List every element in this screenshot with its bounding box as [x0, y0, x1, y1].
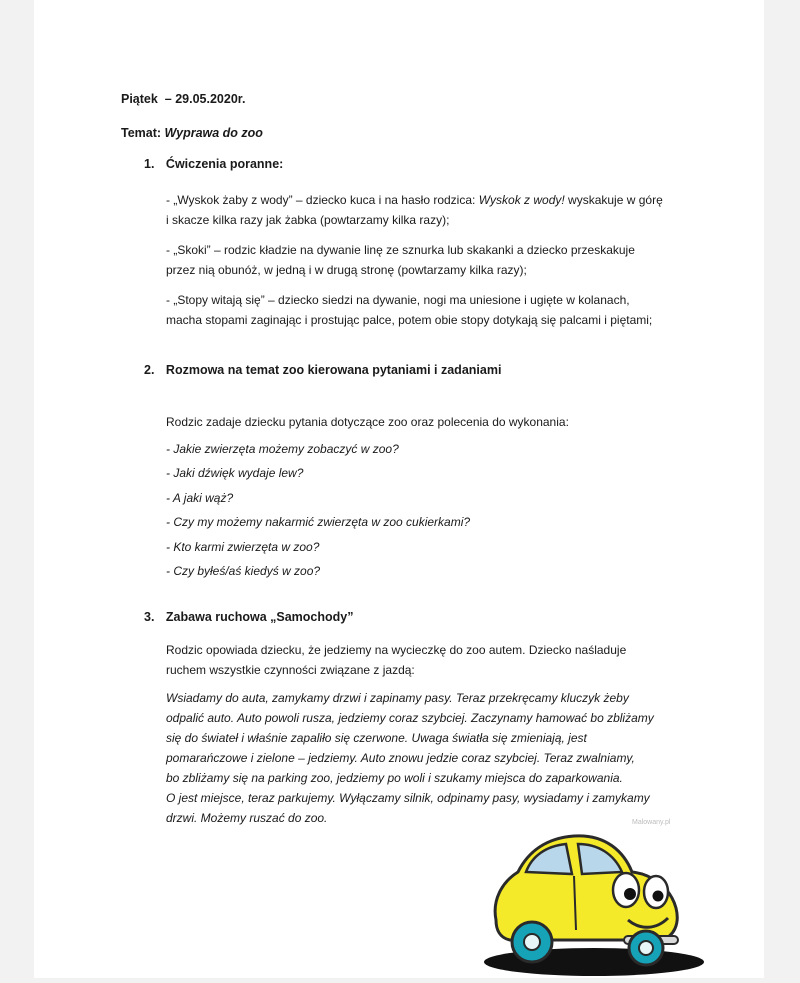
exercise-item [166, 290, 652, 330]
story-line: pomarańczowe i zielone – jedziemy. Auto znowu jedzie coraz szybciej. Teraz zwalniamy, [166, 751, 635, 765]
text-run: wyskakuje w górę [564, 193, 663, 207]
story-line: O jest miejsce, teraz parkujemy. Wyłączamy silnik, odpinamy pasy, wysiadamy i zamykamy [166, 791, 650, 805]
section-title: Zabawa ruchowa „Samochody” [165, 610, 354, 624]
story-line: odpalić auto. Auto powoli rusza, jedziemy coraz szybciej. Zaczynamy hamować bo zbliżamy [166, 711, 654, 725]
section-3-heading [144, 610, 353, 624]
story-line: się do świateł i właśnie zapaliło się czerwone. Uwaga światła się zmieniają, jest [166, 731, 587, 745]
question-item: - Czy byłeś/aś kiedyś w zoo? [166, 564, 321, 579]
date-line [121, 92, 245, 106]
topic-value: Wyprawa do zoo [164, 126, 263, 140]
document-page [34, 0, 764, 978]
section-number: 1. [144, 157, 155, 171]
questions-intro: Rodzic zadaje dziecku pytania dotyczące zoo oraz polecenia do wykonania: [166, 415, 569, 429]
story-line: drzwi. Możemy ruszać do zoo. [166, 811, 328, 825]
exercise-line: macha stopami zaginając i prostując palce, potem obie stopy dotykają się palcami i piętami; [166, 313, 653, 327]
section-1-heading [144, 157, 283, 171]
question-item: - Jakie zwierzęta możemy zobaczyć w zoo? [166, 442, 399, 456]
text-run: - „Wyskok żaby z wody” – dziecko kuca i na hasło rodzica: [166, 193, 479, 207]
story-line: bo zbliżamy się na parking zoo, jedziemy po woli i szukamy miejsca do zaparkowania. [166, 771, 623, 785]
exercise-item [166, 190, 663, 230]
intro-line: ruchem wszystkie czynności związane z jazdą: [166, 663, 415, 677]
section-2-heading [144, 363, 501, 377]
topic-line [121, 126, 263, 140]
text-run-italic: Wyskok z wody! [478, 193, 565, 207]
question-item: - Kto karmi zwierzęta w zoo? [166, 539, 320, 554]
exercise-line: - „Skoki” – rodzic kładzie na dywanie linę ze sznurka lub skakanki a dziecko przeskakuje [166, 243, 635, 257]
exercise-line [166, 190, 663, 210]
story-text [166, 688, 654, 828]
section-number: 3. [144, 610, 155, 624]
watermark: Malowany.pl [632, 819, 671, 826]
exercise-line: i skacze kilka razy jak żabka (powtarzamy kilka razy); [166, 213, 450, 227]
question-list [166, 437, 470, 583]
topic-label: Temat: [121, 126, 162, 140]
section-number: 2. [144, 363, 155, 377]
question-item: - Jaki dźwięk wydaje lew? [166, 466, 304, 481]
question-item: - A jaki wąż? [166, 490, 234, 505]
story-line: Wsiadamy do auta, zamykamy drzwi i zapinamy pasy. Teraz przekręcamy kluczyk żeby [166, 691, 629, 705]
intro-line: Rodzic opowiada dziecku, że jedziemy na wycieczkę do zoo autem. Dziecko naśladuje [166, 643, 627, 657]
section-title: Ćwiczenia poranne: [165, 157, 284, 171]
section-title: Rozmowa na temat zoo kierowana pytaniami i zadaniami [165, 363, 502, 377]
exercise-line: - „Stopy witają się” – dziecko siedzi na dywanie, nogi ma uniesione i ugięte w kolanach, [166, 293, 630, 307]
question-item: - Czy my możemy nakarmić zwierzęta w zoo cukierkami? [166, 515, 471, 530]
cartoon-car-icon [474, 812, 704, 978]
car-illustration [474, 812, 704, 983]
date-value: – 29.05.2020r. [164, 92, 246, 106]
exercise-item [166, 240, 635, 280]
date-label: Piątek [121, 92, 158, 106]
game-intro [166, 640, 626, 680]
exercise-line: przez nią obunóż, w jedną i w drugą stronę (powtarzamy kilka razy); [166, 263, 527, 277]
